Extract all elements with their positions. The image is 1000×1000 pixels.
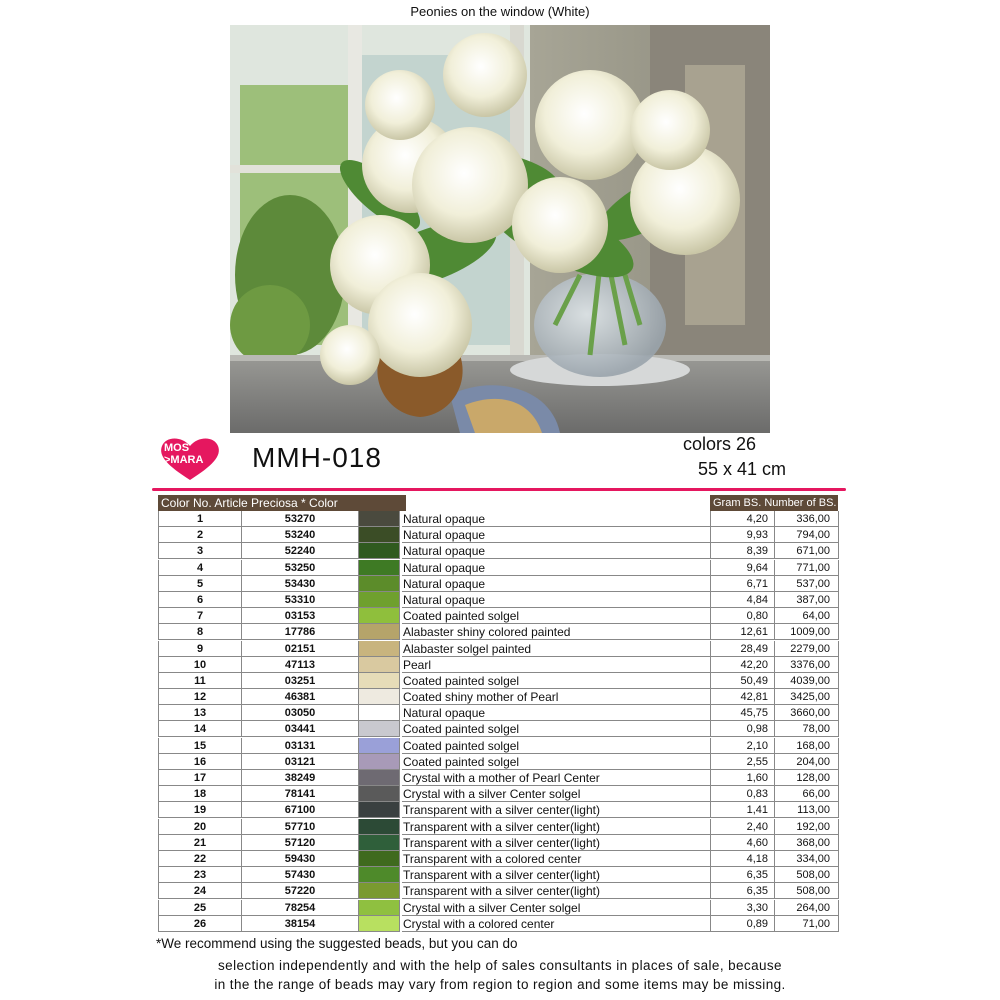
gram-cell: 0,83 [710, 786, 775, 802]
bead-count-cell: 3660,00 [775, 705, 839, 721]
gram-cell: 0,98 [710, 721, 775, 737]
color-swatch [359, 657, 400, 673]
gram-cell: 8,39 [710, 543, 775, 559]
note-line-2: selection independently and with the help of sales consultants in places of sale, because [218, 958, 782, 973]
color-swatch [359, 689, 400, 705]
gram-cell: 4,20 [710, 511, 775, 527]
color-number-cell: 3 [158, 543, 242, 559]
gram-cell: 50,49 [710, 673, 775, 689]
color-number-cell: 23 [158, 867, 242, 883]
color-name-cell: Transparent with a silver center(light) [402, 802, 722, 818]
article-cell: 53430 [242, 576, 359, 592]
color-number-cell: 8 [158, 624, 242, 640]
brand-logo-text: MOS >MARA [164, 442, 204, 466]
color-name-cell: Crystal with a silver Center solgel [402, 786, 722, 802]
gram-cell: 9,93 [710, 527, 775, 543]
article-cell: 47113 [242, 657, 359, 673]
color-name-cell: Transparent with a colored center [402, 851, 722, 867]
table-row [158, 641, 839, 657]
color-swatch [359, 916, 400, 932]
color-swatch [359, 819, 400, 835]
article-cell: 03050 [242, 705, 359, 721]
color-name-cell: Natural opaque [402, 527, 722, 543]
table-row [158, 738, 839, 754]
gram-cell: 4,60 [710, 835, 775, 851]
color-number-cell: 11 [158, 673, 242, 689]
bead-count-cell: 78,00 [775, 721, 839, 737]
gram-cell: 0,80 [710, 608, 775, 624]
color-number-cell: 9 [158, 641, 242, 657]
gram-cell: 2,55 [710, 754, 775, 770]
article-cell: 57710 [242, 819, 359, 835]
bead-count-cell: 128,00 [775, 770, 839, 786]
bead-count-cell: 3376,00 [775, 657, 839, 673]
article-cell: 59430 [242, 851, 359, 867]
article-cell: 57120 [242, 835, 359, 851]
bead-count-cell: 387,00 [775, 592, 839, 608]
bead-count-cell: 264,00 [775, 900, 839, 916]
canvas-size: 55 x 41 cm [698, 459, 787, 479]
table-row [158, 511, 839, 527]
note-line-1: *We recommend using the suggested beads, but you can do [156, 936, 518, 951]
painting-illustration [230, 25, 770, 433]
article-cell: 78141 [242, 786, 359, 802]
color-number-cell: 24 [158, 883, 242, 899]
gram-cell: 1,60 [710, 770, 775, 786]
color-name-cell: Coated painted solgel [402, 754, 722, 770]
color-name-cell: Transparent with a silver center(light) [402, 835, 722, 851]
color-name-cell: Transparent with a silver center(light) [402, 883, 722, 899]
bead-count-cell: 508,00 [775, 867, 839, 883]
color-number-cell: 10 [158, 657, 242, 673]
color-number-cell: 13 [158, 705, 242, 721]
color-number-cell: 14 [158, 721, 242, 737]
table-row [158, 560, 839, 576]
article-cell: 03121 [242, 754, 359, 770]
color-name-cell: Natural opaque [402, 543, 722, 559]
table-row [158, 770, 839, 786]
article-cell: 67100 [242, 802, 359, 818]
table-row [158, 819, 839, 835]
table-row [158, 900, 839, 916]
bead-count-cell: 66,00 [775, 786, 839, 802]
table-row [158, 608, 839, 624]
article-cell: 03251 [242, 673, 359, 689]
color-swatch [359, 786, 400, 802]
color-swatch [359, 802, 400, 818]
bead-count-cell: 336,00 [775, 511, 839, 527]
table-row [158, 883, 839, 899]
color-number-cell: 21 [158, 835, 242, 851]
table-header-right: Gram BS. Number of BS. [710, 495, 838, 511]
bead-count-cell: 334,00 [775, 851, 839, 867]
color-number-cell: 25 [158, 900, 242, 916]
color-swatch [359, 576, 400, 592]
gram-cell: 42,20 [710, 657, 775, 673]
color-swatch [359, 835, 400, 851]
table-row [158, 592, 839, 608]
table-row [158, 689, 839, 705]
bead-count-cell: 64,00 [775, 608, 839, 624]
color-swatch [359, 738, 400, 754]
article-cell: 52240 [242, 543, 359, 559]
color-swatch [359, 721, 400, 737]
color-number-cell: 18 [158, 786, 242, 802]
color-swatch [359, 705, 400, 721]
gram-cell: 9,64 [710, 560, 775, 576]
article-cell: 57430 [242, 867, 359, 883]
bead-count-cell: 168,00 [775, 738, 839, 754]
color-name-cell: Natural opaque [402, 705, 722, 721]
color-swatch [359, 511, 400, 527]
color-swatch [359, 851, 400, 867]
bead-count-cell: 113,00 [775, 802, 839, 818]
table-row [158, 721, 839, 737]
color-number-cell: 7 [158, 608, 242, 624]
article-cell: 53240 [242, 527, 359, 543]
article-code: MMH-018 [252, 442, 382, 473]
bead-count-cell: 671,00 [775, 543, 839, 559]
color-name-cell: Coated painted solgel [402, 673, 722, 689]
color-swatch [359, 673, 400, 689]
color-number-cell: 22 [158, 851, 242, 867]
article-cell: 57220 [242, 883, 359, 899]
color-number-cell: 20 [158, 819, 242, 835]
bead-count-cell: 2279,00 [775, 641, 839, 657]
color-name-cell: Natural opaque [402, 560, 722, 576]
page-title: Peonies on the window (White) [410, 4, 590, 19]
bead-count-cell: 508,00 [775, 883, 839, 899]
table-row [158, 851, 839, 867]
color-number-cell: 15 [158, 738, 242, 754]
bead-count-cell: 794,00 [775, 527, 839, 543]
divider-line [152, 488, 846, 491]
color-swatch [359, 543, 400, 559]
color-name-cell: Natural opaque [402, 576, 722, 592]
gram-cell: 2,10 [710, 738, 775, 754]
article-cell: 17786 [242, 624, 359, 640]
color-number-cell: 5 [158, 576, 242, 592]
color-swatch [359, 527, 400, 543]
gram-cell: 4,18 [710, 851, 775, 867]
bead-count-cell: 4039,00 [775, 673, 839, 689]
color-swatch [359, 900, 400, 916]
bead-count-cell: 3425,00 [775, 689, 839, 705]
article-cell: 53310 [242, 592, 359, 608]
color-swatch [359, 560, 400, 576]
article-cell: 78254 [242, 900, 359, 916]
table-row [158, 835, 839, 851]
gram-cell: 12,61 [710, 624, 775, 640]
color-number-cell: 4 [158, 560, 242, 576]
gram-cell: 6,35 [710, 883, 775, 899]
article-cell: 46381 [242, 689, 359, 705]
color-name-cell: Natural opaque [402, 511, 722, 527]
color-swatch [359, 867, 400, 883]
bead-count-cell: 192,00 [775, 819, 839, 835]
article-cell: 02151 [242, 641, 359, 657]
gram-cell: 4,84 [710, 592, 775, 608]
color-number-cell: 19 [158, 802, 242, 818]
table-row [158, 624, 839, 640]
gram-cell: 0,89 [710, 916, 775, 932]
article-cell: 03153 [242, 608, 359, 624]
color-name-cell: Natural opaque [402, 592, 722, 608]
color-swatch [359, 883, 400, 899]
gram-cell: 28,49 [710, 641, 775, 657]
color-name-cell: Coated painted solgel [402, 738, 722, 754]
gram-cell: 3,30 [710, 900, 775, 916]
color-swatch [359, 624, 400, 640]
color-name-cell: Transparent with a silver center(light) [402, 867, 722, 883]
color-name-cell: Coated shiny mother of Pearl [402, 689, 722, 705]
table-row [158, 916, 839, 932]
color-name-cell: Alabaster shiny colored painted [402, 624, 722, 640]
color-number-cell: 2 [158, 527, 242, 543]
gram-cell: 6,35 [710, 867, 775, 883]
color-swatch [359, 608, 400, 624]
color-number-cell: 1 [158, 511, 242, 527]
color-number-cell: 17 [158, 770, 242, 786]
color-swatch [359, 754, 400, 770]
bead-count-cell: 71,00 [775, 916, 839, 932]
table-row [158, 673, 839, 689]
table-row [158, 576, 839, 592]
table-row [158, 657, 839, 673]
table-header-left: Color No. Article Preciosa * Color [158, 495, 406, 511]
bead-count-cell: 771,00 [775, 560, 839, 576]
bead-count-cell: 368,00 [775, 835, 839, 851]
color-name-cell: Coated painted solgel [402, 721, 722, 737]
article-cell: 03131 [242, 738, 359, 754]
article-cell: 38249 [242, 770, 359, 786]
article-cell: 53250 [242, 560, 359, 576]
color-name-cell: Alabaster solgel painted [402, 641, 722, 657]
color-swatch [359, 641, 400, 657]
peonies-painting-image [230, 25, 770, 433]
color-name-cell: Crystal with a colored center [402, 916, 722, 932]
bead-count-cell: 537,00 [775, 576, 839, 592]
color-name-cell: Coated painted solgel [402, 608, 722, 624]
gram-cell: 6,71 [710, 576, 775, 592]
color-number-cell: 6 [158, 592, 242, 608]
article-cell: 38154 [242, 916, 359, 932]
color-number-cell: 12 [158, 689, 242, 705]
article-cell: 03441 [242, 721, 359, 737]
table-row [158, 786, 839, 802]
gram-cell: 45,75 [710, 705, 775, 721]
colors-count: colors 26 [683, 434, 757, 454]
article-cell: 53270 [242, 511, 359, 527]
color-name-cell: Transparent with a silver center(light) [402, 819, 722, 835]
table-row [158, 754, 839, 770]
gram-cell: 2,40 [710, 819, 775, 835]
table-row [158, 705, 839, 721]
table-row [158, 543, 839, 559]
color-number-cell: 16 [158, 754, 242, 770]
gram-cell: 1,41 [710, 802, 775, 818]
table-row [158, 867, 839, 883]
color-swatch [359, 770, 400, 786]
table-row [158, 802, 839, 818]
gram-cell: 42,81 [710, 689, 775, 705]
color-name-cell: Pearl [402, 657, 722, 673]
color-swatch [359, 592, 400, 608]
bead-count-cell: 1009,00 [775, 624, 839, 640]
bead-count-cell: 204,00 [775, 754, 839, 770]
bead-table [158, 511, 839, 932]
color-number-cell: 26 [158, 916, 242, 932]
color-name-cell: Crystal with a mother of Pearl Center [402, 770, 722, 786]
note-line-3: in the the range of beads may vary from region to region and some items may be missing. [214, 977, 786, 992]
table-row [158, 527, 839, 543]
color-name-cell: Crystal with a silver Center solgel [402, 900, 722, 916]
